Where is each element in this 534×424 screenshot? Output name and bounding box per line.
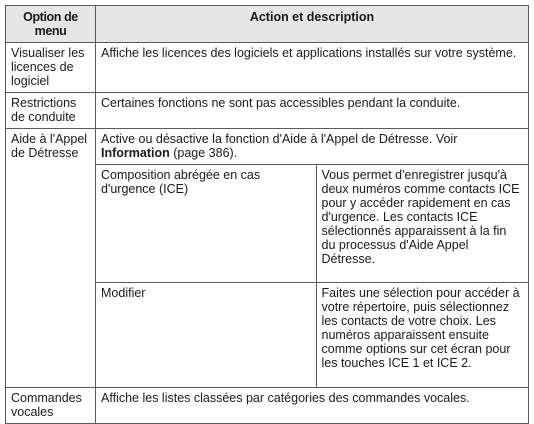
document-page: [5, 5, 529, 424]
row-description-voice-commands: Affiche les listes classées par catégories des commandes vocales.: [96, 387, 529, 423]
sub-option-modify: Modifier: [96, 283, 316, 387]
row-option-emergency-assist: Aide à l'Appel de Détresse: [6, 129, 96, 388]
intro-text: Active ou désactive la fonction d'Aide à l'Appel de Détresse. Voir: [101, 132, 458, 146]
emergency-subtable: [96, 164, 528, 387]
row-option-license: Visualiser les licences de logiciel: [6, 43, 96, 93]
subtable-row: [96, 165, 528, 283]
row-option-voice-commands: Commandes vocales: [6, 387, 96, 423]
row-description-emergency-assist: [96, 129, 529, 388]
row-description-license: Affiche les licences des logiciels et applications installés sur votre système.: [96, 43, 529, 93]
intro-page-ref: (page 386).: [173, 146, 238, 160]
sub-description-modify: Faites une sélection pour accéder à votre répertoire, puis sélectionnez les contacts de votre choix. Les numéros apparaissent ensuite comme options sur cet écran pour les touches ICE 1 et ICE 2.: [316, 283, 528, 387]
table-row: [6, 129, 529, 388]
table-row: [6, 93, 529, 129]
sub-description-ice: Vous permet d'enregistrer jusqu'à deux numéros comme contacts ICE pour y accéder rapidement en cas d'urgence. Les contacts ICE sélectionnés apparaissent à la fin du processus d'Aide Appel Détresse.: [316, 165, 528, 283]
table-row: [6, 43, 529, 93]
header-action-description: Action et description: [96, 6, 529, 43]
row-option-restrictions: Restrictions de conduite: [6, 93, 96, 129]
sub-option-ice: Composition abrégée en cas d'urgence (ICE): [96, 165, 316, 283]
header-menu-option: Option de menu: [6, 6, 96, 43]
subtable-row: [96, 283, 528, 387]
emergency-assist-intro: [96, 129, 528, 164]
intro-reference-link[interactable]: Information: [101, 146, 170, 160]
row-description-restrictions: Certaines fonctions ne sont pas accessibles pendant la conduite.: [96, 93, 529, 129]
menu-options-table: [5, 5, 529, 424]
table-header-row: [6, 6, 529, 43]
